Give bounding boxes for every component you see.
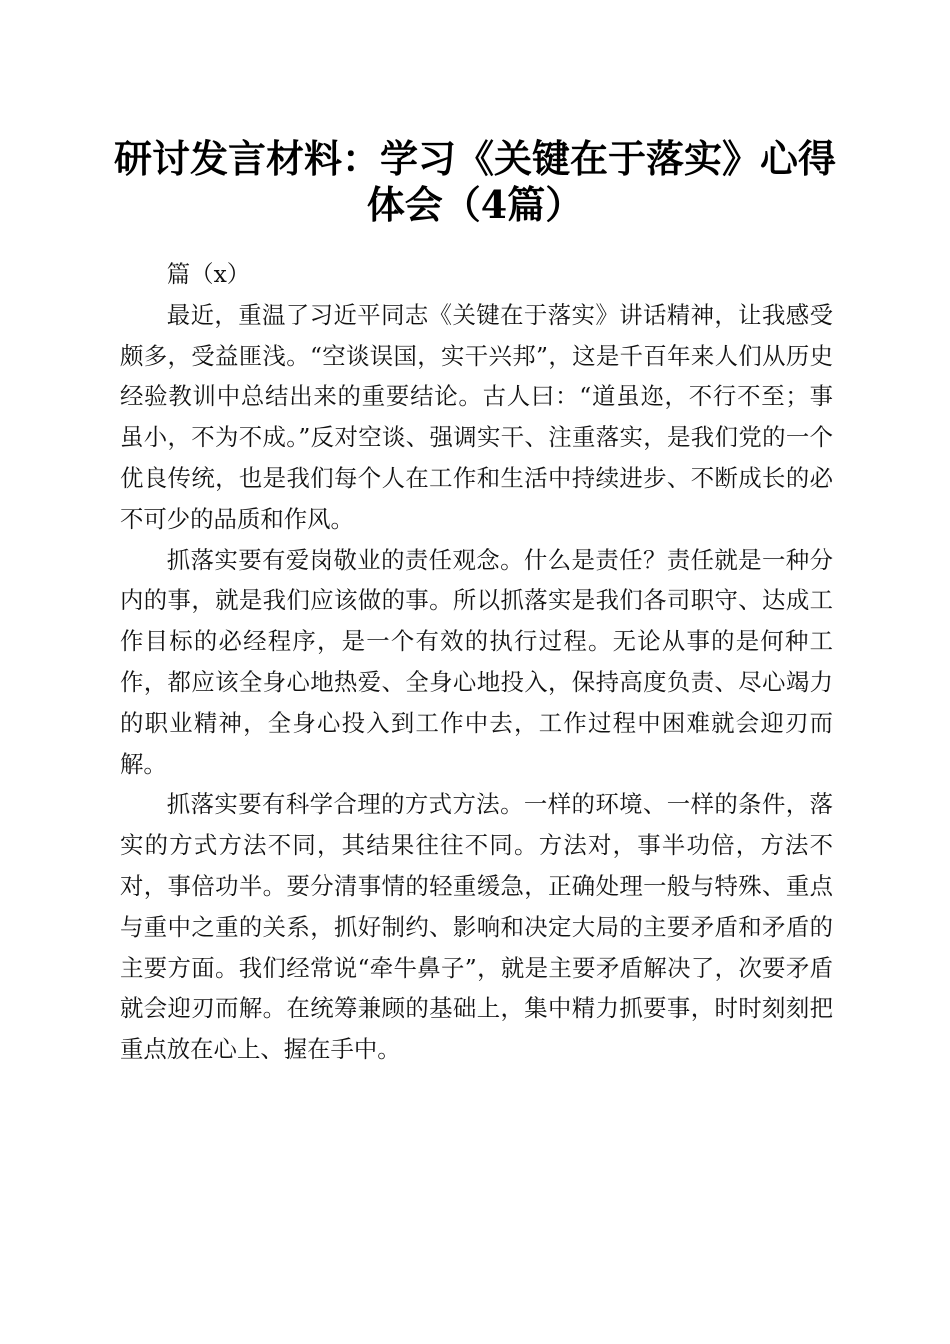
paragraph: 最近，重温了习近平同志《关键在于落实》讲话精神，让我感受颇多，受益匪浅。“空谈误国，实干兴邦”，这是千百年来人们从历史经验教训中总结出来的重要结论。古人曰：“道虽迩，不行不至；事虽小，不为不成。”反对空谈、强调实干、注重落实，是我们党的一个优良传统，也是我们每个人在工作和生活中持续进步、不断成长的必不可少的品质和作风。 [120,300,833,533]
document-title: 研讨发言材料：学习《关键在于落实》心得体会（4篇） [113,136,836,227]
paragraph: 抓落实要有爱岗敬业的责任观念。什么是责任？责任就是一种分内的事，就是我们应该做的事。所以抓落实是我们各司职守、达成工作目标的必经程序，是一个有效的执行过程。无论从事的是何种工作，都应该全身心地热爱、全身心地投入，保持高度负责、尽心竭力的职业精神，全身心投入到工作中去，工作过程中困难就会迎刃而解。 [120,545,833,778]
document-body [120,254,833,1070]
section-label: 篇（x） [166,260,251,288]
paragraph: 抓落实要有科学合理的方式方法。一样的环境、一样的条件，落实的方式方法不同，其结果往往不同。方法对，事半功倍，方法不对，事倍功半。要分清事情的轻重缓急，正确处理一般与特殊、重点与重中之重的关系，抓好制约、影响和决定大局的主要矛盾和矛盾的主要方面。我们经常说“牵牛鼻子”，就是主要矛盾解决了，次要矛盾就会迎刃而解。在统筹兼顾的基础上，集中精力抓要事，时时刻刻把重点放在心上、握在手中。 [120,790,833,1064]
